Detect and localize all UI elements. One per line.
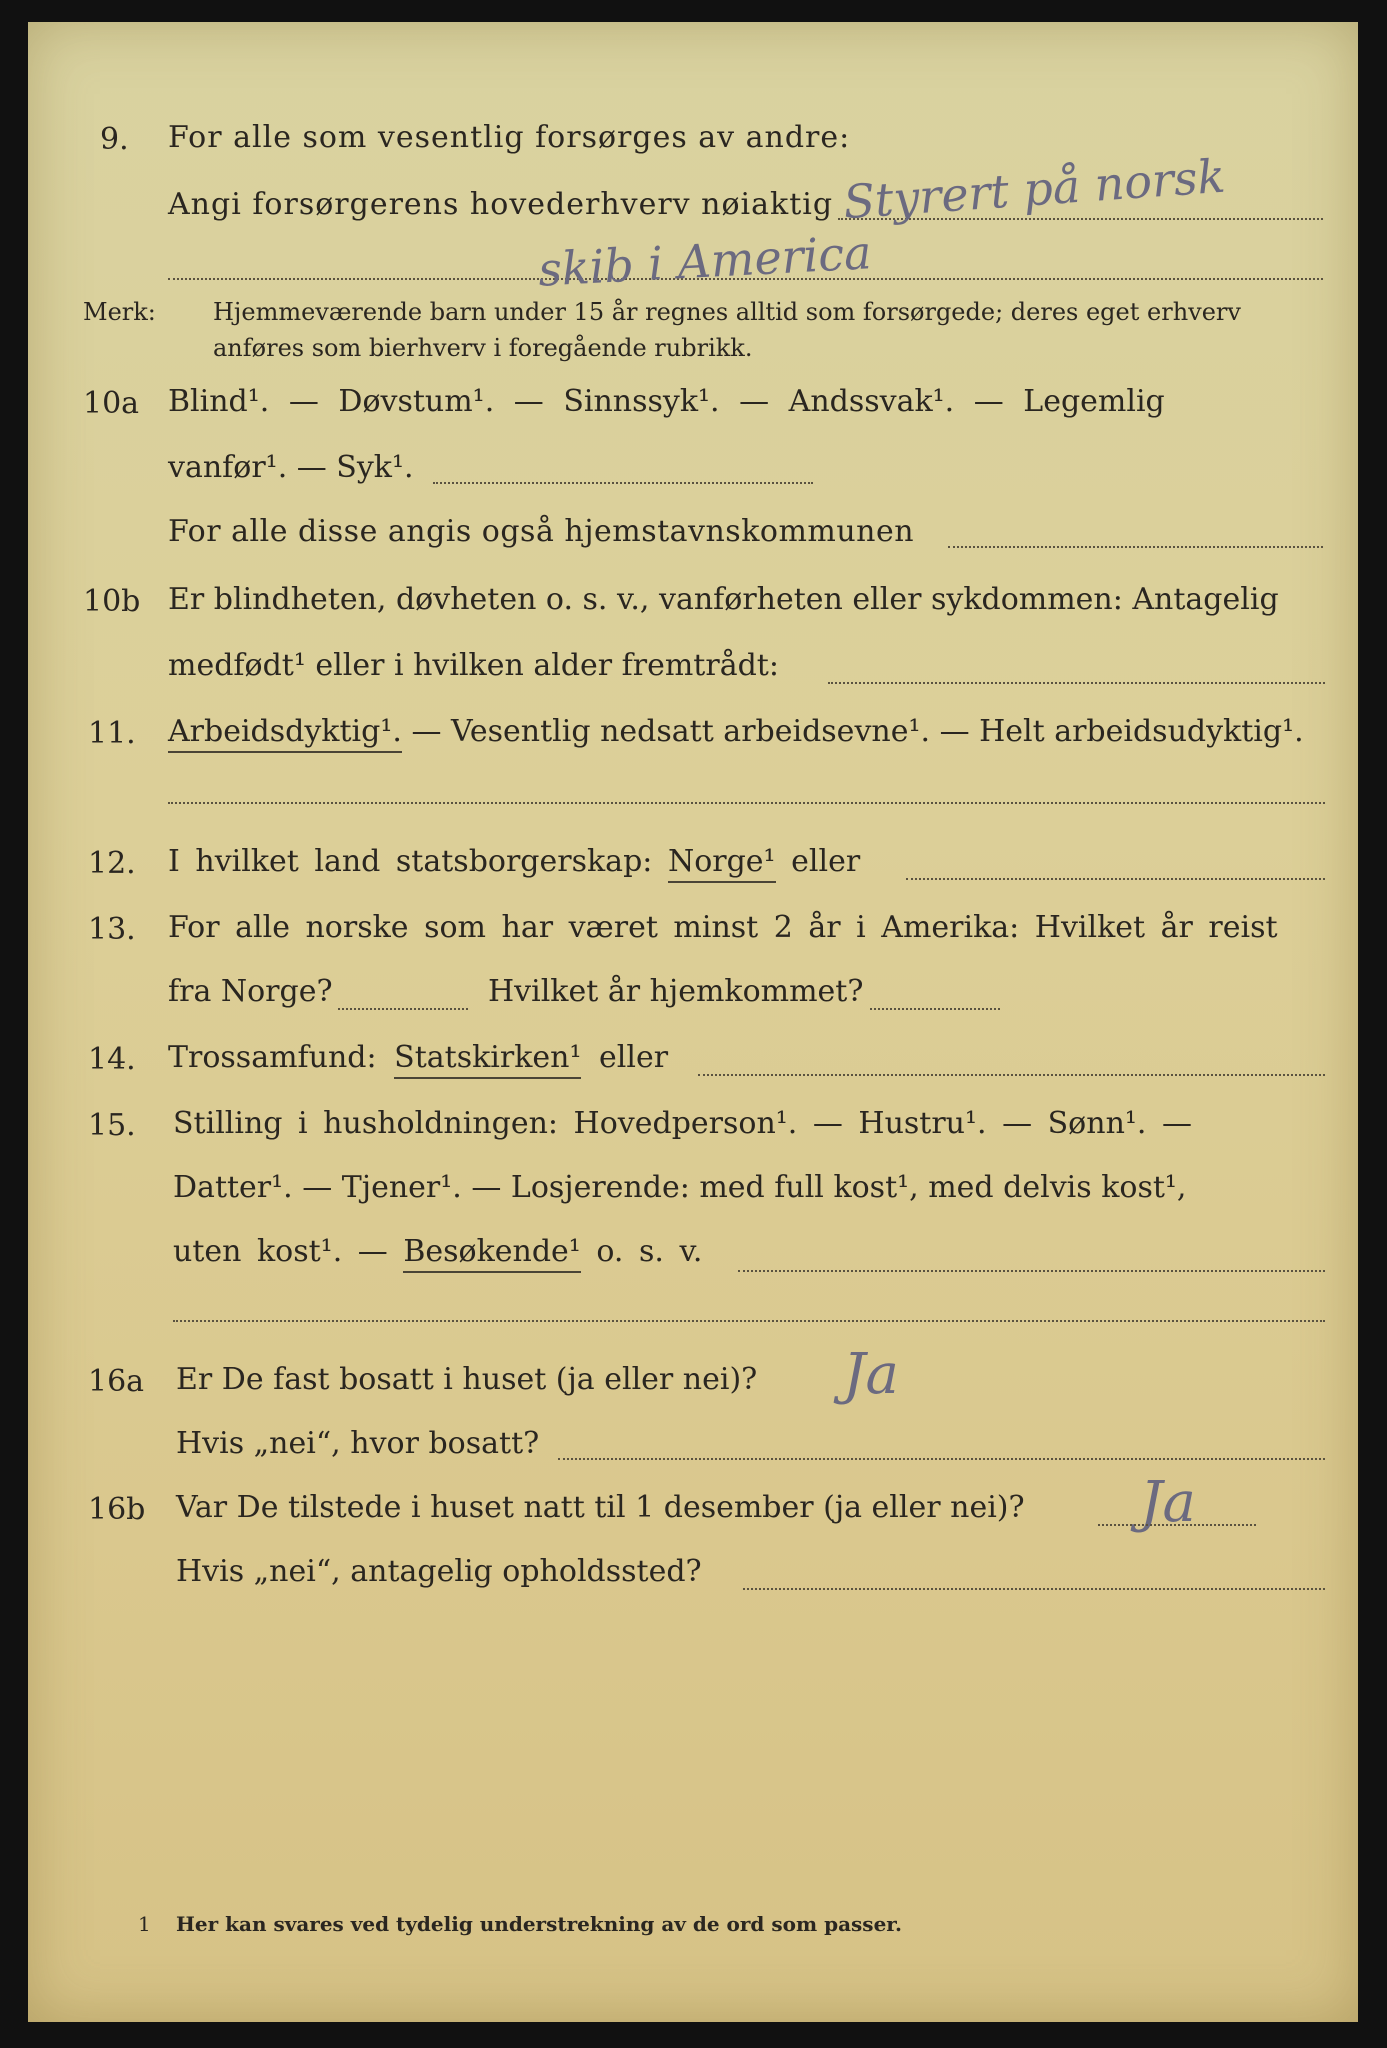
q12-text [168, 844, 860, 879]
q16a-handwritten-answer: Ja [843, 1342, 899, 1407]
q13-line2b: Hvilket år hjemkommet? [488, 974, 864, 1009]
q11-underlined-answer: Arbeidsdyktig¹. [168, 714, 402, 753]
q16a-line1: Er De fast bosatt i huset (ja eller nei)? [176, 1362, 758, 1397]
q16b-answer-line [1098, 1524, 1256, 1526]
q10a-line1: Blind¹. — Døvstum¹. — Sinnssyk¹. — Andssvak¹. — Legemlig [168, 384, 1165, 419]
q9-line1: For alle som vesentlig forsørges av andre: [168, 120, 851, 155]
merk-line2: anføres som bierhverv i foregående rubrikk. [213, 334, 753, 362]
item-number-10a: 10a [83, 386, 140, 421]
q16b-handwritten-answer: Ja [1140, 1470, 1196, 1535]
q9-handwritten-answer-1: Styrert på norsk [841, 148, 1227, 230]
q16b-location-line [743, 1588, 1325, 1590]
q11-rest: — Vesentlig nedsatt arbeidsevne¹. — Helt arbeidsudyktig¹. [401, 714, 1304, 749]
q9-handwritten-answer-2: skib i America [536, 225, 873, 297]
item-number-16b: 16b [88, 1492, 146, 1527]
q10a-line3: For alle disse angis også hjemstavnskommunen [168, 514, 915, 549]
q10b-answer-line [828, 682, 1325, 684]
q16a-line2: Hvis „nei“, hvor bosatt? [176, 1426, 540, 1461]
footnote-text: Her kan svares ved tydelig understrekning av de ord som passer. [176, 1912, 902, 1936]
item-number-13: 13. [88, 912, 136, 947]
form-page [28, 22, 1358, 2022]
q13-departure-year-line [338, 1008, 468, 1010]
item-number-14: 14. [88, 1042, 136, 1077]
q12-question: I hvilket land statsborgerskap: [168, 844, 653, 879]
q12-answer-line [906, 878, 1325, 880]
q15-line3-post: o. s. v. [596, 1234, 703, 1269]
footnote-mark: 1 [138, 1912, 151, 1936]
q15-line3-pre: uten kost¹. — [173, 1234, 388, 1269]
item-number-10b: 10b [83, 584, 141, 619]
q16b-line2: Hvis „nei“, antagelig opholdssted? [176, 1554, 702, 1589]
q15-line3 [173, 1234, 702, 1269]
item-number-11: 11. [88, 716, 136, 751]
q13-return-year-line [870, 1008, 1000, 1010]
q10a-sickness-line [433, 482, 813, 484]
q14-answer-line [698, 1074, 1325, 1076]
q10a-municipality-line [948, 546, 1323, 548]
item-number-16a: 16a [88, 1364, 145, 1399]
q15-answer-line-2 [173, 1320, 1325, 1322]
item-number-12: 12. [88, 846, 136, 881]
q11-text [168, 714, 1304, 749]
q11-answer-line [168, 802, 1325, 804]
q13-line2a: fra Norge? [168, 974, 333, 1009]
q12-eller: eller [791, 844, 861, 879]
q14-question: Trossamfund: [168, 1040, 377, 1075]
q13-line1: For alle norske som har været minst 2 år i Amerika: Hvilket år reist [168, 910, 1278, 945]
q15-underlined-answer: Besøkende¹ [403, 1234, 581, 1273]
merk-label: Merk: [83, 298, 156, 326]
q12-underlined-answer: Norge¹ [668, 844, 776, 883]
q10a-line2: vanfør¹. — Syk¹. [168, 450, 414, 485]
q15-line2: Datter¹. — Tjener¹. — Losjerende: med full kost¹, med delvis kost¹, [173, 1170, 1187, 1205]
merk-line1: Hjemmeværende barn under 15 år regnes alltid som forsørgede; deres eget erhverv [213, 298, 1241, 326]
q14-eller: eller [599, 1040, 669, 1075]
q10b-line1: Er blindheten, døvheten o. s. v., vanførheten eller sykdommen: Antagelig [168, 582, 1279, 617]
item-number-9: 9. [100, 122, 129, 157]
q15-answer-line-1 [738, 1270, 1325, 1272]
item-number-15: 15. [88, 1108, 136, 1143]
q14-underlined-answer: Statskirken¹ [394, 1040, 581, 1079]
q9-line2: Angi forsørgerens hovederhverv nøiaktig [168, 187, 834, 222]
q16a-answer-line [558, 1458, 1325, 1460]
q14-text [168, 1040, 668, 1075]
q15-line1: Stilling i husholdningen: Hovedperson¹. — Hustru¹. — Sønn¹. — [173, 1106, 1192, 1141]
q10b-line2: medfødt¹ eller i hvilken alder fremtrådt: [168, 648, 779, 683]
q16b-line1: Var De tilstede i huset natt til 1 desember (ja eller nei)? [176, 1490, 1025, 1525]
